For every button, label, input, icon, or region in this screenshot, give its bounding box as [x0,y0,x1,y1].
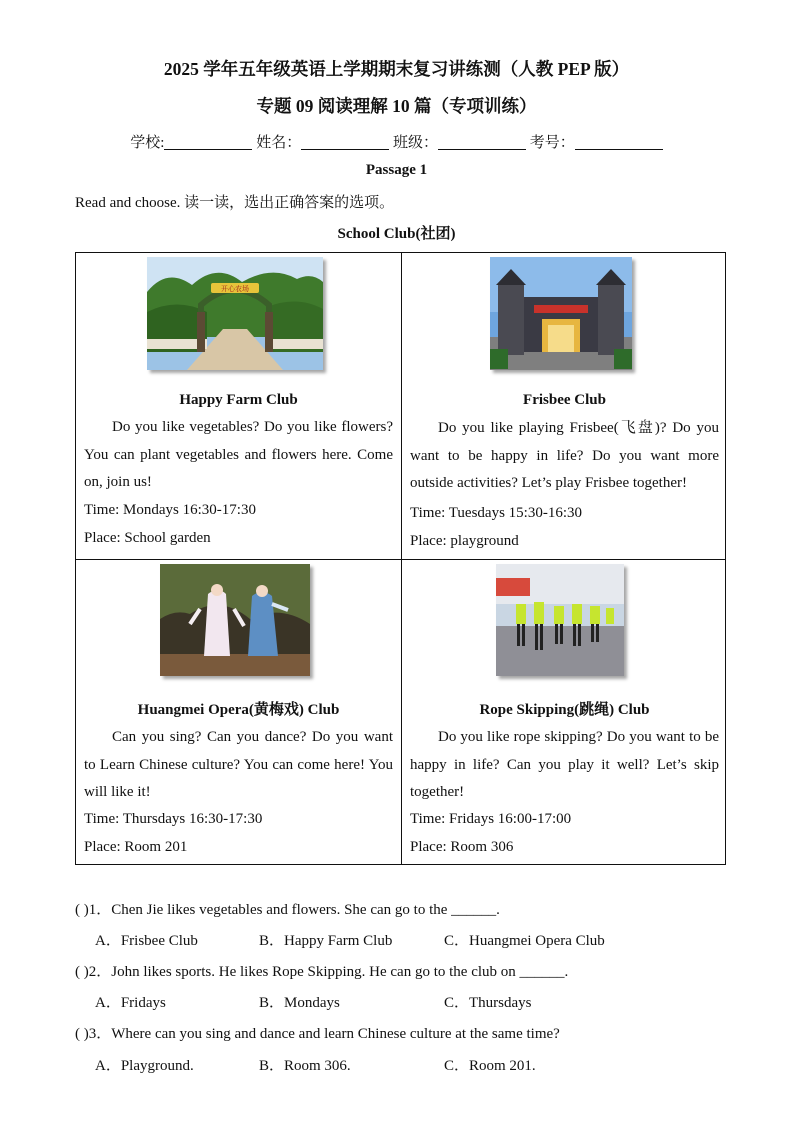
farm-gate-sign: 开心农场 [221,285,249,293]
rope-skipping-photo [496,564,624,676]
club-description: Do you like vegetables? Do you like flowers? You can plant vegetables and flowers here. Come on, join us! [84,419,393,490]
question-1: ( )1．Chen Jie likes vegetables and flowers. She can go to the ______. [75,902,500,918]
club-name: Frisbee Club [523,392,606,408]
school-blank[interactable] [164,135,252,150]
q2-option-b[interactable]: B．Mondays [259,995,340,1011]
club-description: Do you like playing Frisbee(飞盘)? Do you want to be happy in life? Do you want more outside activities? Let’s play Frisbee together! [410,420,719,491]
question-2: ( )2．John likes sports. He likes Rope Skipping. He can go to the club on ______. [75,964,569,980]
club-description: Can you sing? Can you dance? Do you want to Learn Chinese culture? You can come here! You will like it! [84,729,393,800]
page-title: 2025 学年五年级英语上学期期末复习讲练测（人教 PEP 版） [163,59,630,79]
exam-number-blank[interactable] [575,135,663,150]
club-table [75,252,726,865]
passage-label: Passage 1 [365,162,428,178]
club-place: Place: Room 306 [410,839,514,855]
q1-option-b[interactable]: B．Happy Farm Club [259,933,393,949]
name-label: 姓名： [256,135,302,151]
question-3: ( )3．Where can you sing and dance and learn Chinese culture at the same time? [75,1026,560,1042]
opera-stage-photo [160,564,310,676]
q1-option-a[interactable]: A．Frisbee Club [95,933,198,949]
exam-number-label: 考号： [529,135,575,151]
table-title: School Club(社团) [337,226,456,242]
instruction: Read and choose. 读一读，选出正确答案的选项。 [75,195,395,211]
class-blank[interactable] [438,135,526,150]
club-cell-frisbee [402,253,727,559]
club-name: Rope Skipping(跳绳) Club [479,702,650,718]
club-name: Happy Farm Club [179,392,298,408]
farm-gate-photo [147,257,323,370]
q1-option-c[interactable]: C．Huangmei Opera Club [444,933,605,949]
club-place: Place: Room 201 [84,839,188,855]
club-cell-huangmei-opera [76,560,401,866]
club-time: Time: Tuesdays 15:30-16:30 [410,505,582,521]
school-building-photo [490,257,632,370]
q3-option-a[interactable]: A．Playground. [95,1058,194,1074]
q2-option-a[interactable]: A．Fridays [95,995,166,1011]
page-subtitle: 专题 09 阅读理解 10 篇（专项训练） [256,96,537,116]
name-blank[interactable] [301,135,389,150]
school-label: 学校: [130,135,165,151]
club-time: Time: Thursdays 16:30-17:30 [84,811,263,827]
club-place: Place: School garden [84,530,211,546]
club-cell-rope-skipping [402,560,727,866]
club-place: Place: playground [410,533,519,549]
club-time: Time: Fridays 16:00-17:00 [410,811,572,827]
club-time: Time: Mondays 16:30-17:30 [84,502,256,518]
q3-option-b[interactable]: B．Room 306. [259,1058,351,1074]
club-cell-happy-farm [76,253,401,559]
club-description: Do you like rope skipping? Do you want to be happy in life? Can you play it well? Let’s skip together! [410,729,719,800]
student-info-line [0,131,793,152]
club-name: Huangmei Opera(黄梅戏) Club [137,702,340,718]
q3-option-c[interactable]: C．Room 201. [444,1058,536,1074]
class-label: 班级： [392,135,438,151]
q2-option-c[interactable]: C．Thursdays [444,995,532,1011]
